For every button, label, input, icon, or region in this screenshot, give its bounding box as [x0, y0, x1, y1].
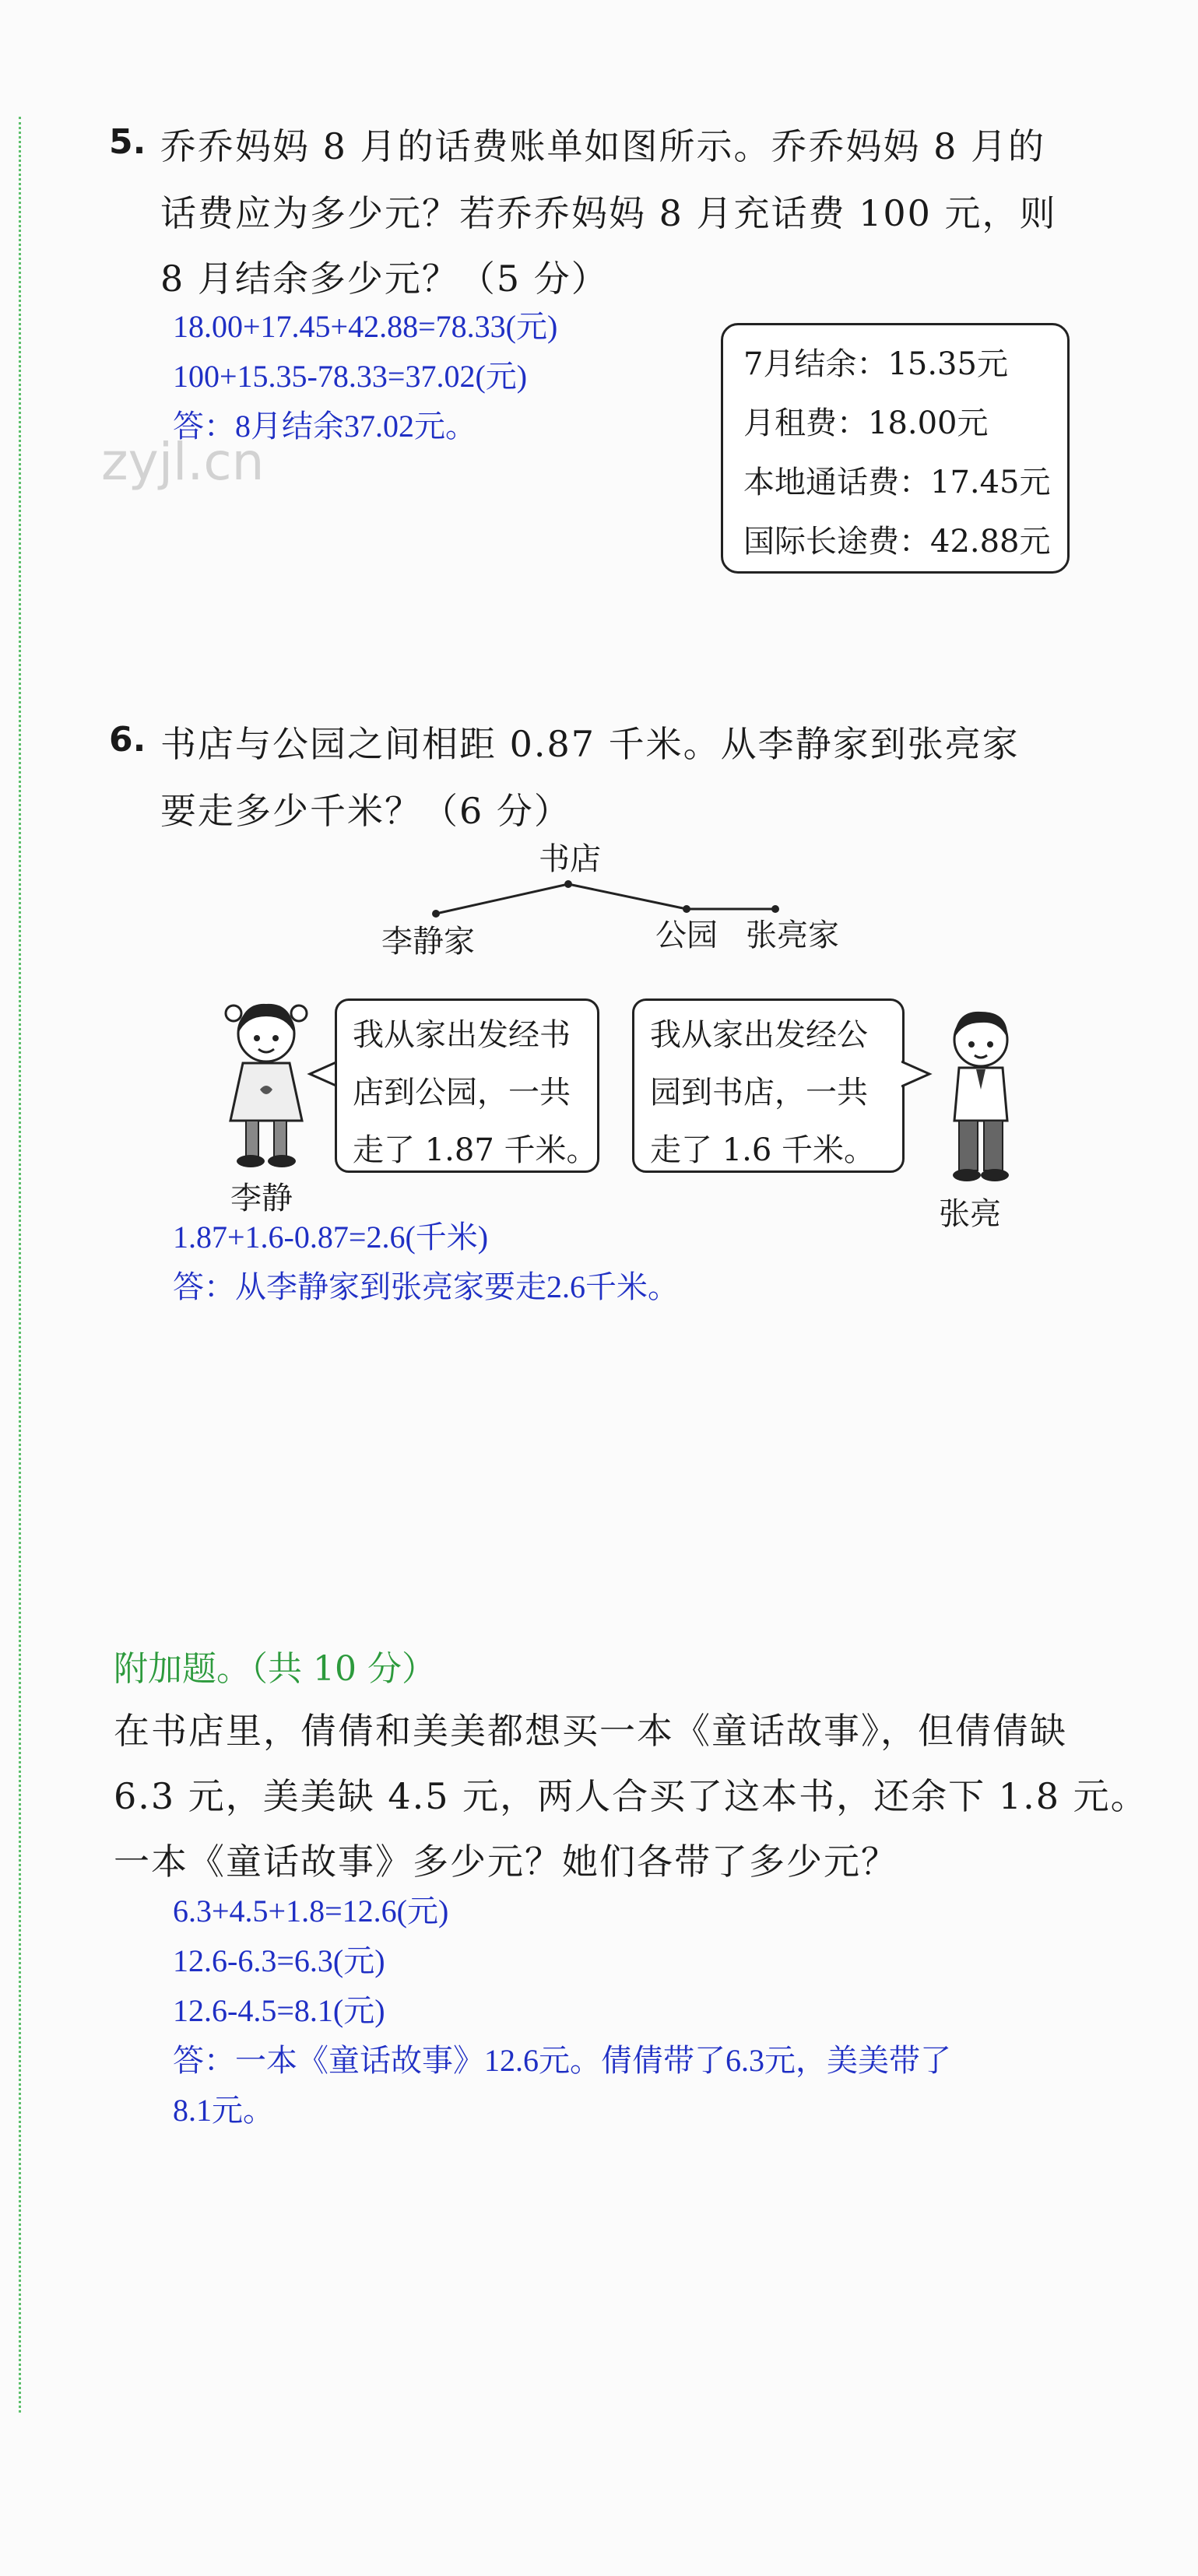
- bill-line: 7月结余：15.35元: [743, 346, 1008, 382]
- name-label-zhangliang: 张亮: [939, 1196, 1001, 1232]
- bubble-pointer-right: [901, 1058, 933, 1090]
- bubble-text-line: 园到书店，一共: [650, 1075, 868, 1111]
- bubble-text-line: 店到公园，一共: [353, 1075, 571, 1111]
- answer-line: 100+15.35-78.33=37.02(元): [173, 359, 528, 394]
- girl-lijing-illustration: [212, 996, 321, 1175]
- speech-bubble-zhangliang: [632, 998, 905, 1173]
- answer-line: 答：8月结余37.02元。: [173, 409, 476, 444]
- answer-line: 答：一本《童话故事》12.6元。倩倩带了6.3元，美美带了: [173, 2043, 951, 2078]
- question-text-line: 8 月结余多少元？（5 分）: [160, 258, 609, 300]
- bubble-text-line: 走了 1.87 千米。: [353, 1132, 598, 1168]
- watermark: zyjl.cn: [101, 432, 265, 492]
- bubble-text-line: 我从家出发经书: [353, 1017, 571, 1053]
- bill-line: 月租费：18.00元: [743, 405, 989, 441]
- question-text-line: 要走多少千米？（6 分）: [160, 790, 571, 832]
- question-number: 5.: [109, 122, 146, 162]
- map-label-park: 公园: [655, 918, 718, 953]
- answer-line: 12.6-4.5=8.1(元): [173, 1993, 385, 2028]
- question-text-line: 乔乔妈妈 8 月的话费账单如图所示。乔乔妈妈 8 月的: [160, 125, 1046, 167]
- map-label-lijing-home: 李静家: [381, 924, 475, 960]
- answer-line: 12.6-6.3=6.3(元): [173, 1943, 385, 1978]
- name-label-lijing: 李静: [230, 1181, 293, 1216]
- answer-line: 1.87+1.6-0.87=2.6(千米): [173, 1220, 489, 1255]
- question-text-line: 一本《童话故事》多少元？她们各带了多少元？: [114, 1841, 898, 1883]
- bonus-title: 附加题。（共 10 分）: [114, 1649, 436, 1689]
- question-text-line: 6.3 元，美美缺 4.5 元，两人合买了这本书，还余下 1.8 元。: [114, 1775, 1148, 1817]
- answer-line: 8.1元。: [173, 2093, 274, 2128]
- answer-line: 18.00+17.45+42.88=78.33(元): [173, 309, 558, 344]
- speech-bubble-lijing: [335, 998, 599, 1173]
- bill-line: 本地通话费：17.45元: [743, 465, 1051, 500]
- question-text-line: 书店与公园之间相距 0.87 千米。从李静家到张亮家: [160, 723, 1020, 765]
- answer-line: 6.3+4.5+1.8=12.6(元): [173, 1893, 449, 1928]
- question-text-line: 在书店里，倩倩和美美都想买一本《童话故事》，但倩倩缺: [114, 1710, 1067, 1752]
- bill-line: 国际长途费：42.88元: [743, 524, 1051, 560]
- bubble-pointer-left: [307, 1058, 338, 1090]
- margin-dotted-line: [19, 117, 21, 2413]
- question-text-line: 话费应为多少元？若乔乔妈妈 8 月充话费 100 元，则: [160, 192, 1057, 234]
- boy-zhangliang-illustration: [931, 1004, 1032, 1199]
- answer-line: 答：从李静家到张亮家要走2.6千米。: [173, 1269, 679, 1304]
- phone-bill-box: [721, 323, 1070, 574]
- bubble-text-line: 我从家出发经公: [650, 1017, 868, 1053]
- map-label-zhangliang-home: 张亮家: [746, 918, 839, 953]
- map-label-bookstore: 书店: [539, 841, 601, 877]
- question-number: 6.: [109, 720, 146, 760]
- bubble-text-line: 走了 1.6 千米。: [650, 1132, 876, 1168]
